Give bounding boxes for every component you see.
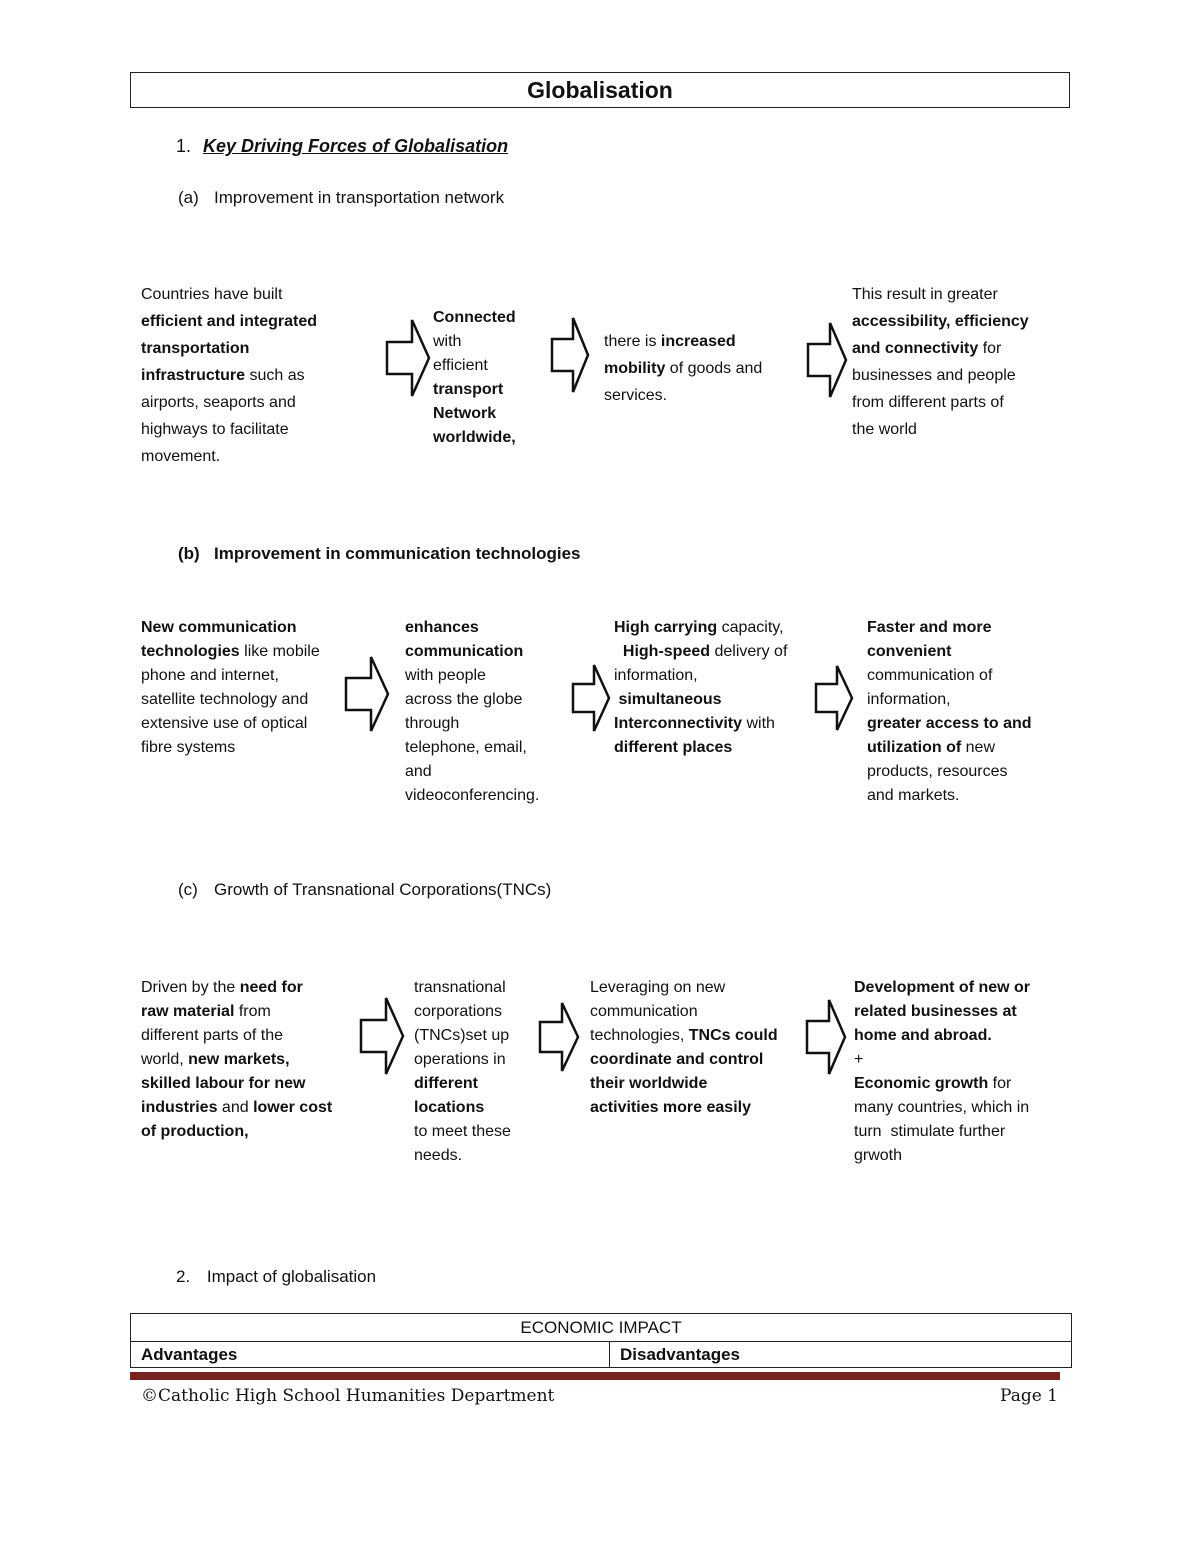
- a-box-1: Countries have built efficient and integrated transportation infrastructure such as airports, seaports and highways to facilitate movement.: [141, 286, 318, 465]
- subheading-a: [178, 188, 504, 208]
- arrow-right-icon: [358, 995, 406, 1077]
- table-row: [131, 1342, 1071, 1368]
- disadvantages-column-header: Disadvantages: [620, 1345, 740, 1364]
- b-box-1: New communication technologies like mobile phone and internet, satellite technology and extensive use of optical fibre systems: [141, 619, 320, 756]
- c-box-2: transnational corporations (TNCs)set up operations in different locations to meet these needs.: [414, 979, 511, 1164]
- section-1-heading: [176, 136, 508, 157]
- subheading-a-text: Improvement in transportation network: [214, 188, 505, 207]
- footer-page-number: Page 1: [1000, 1386, 1058, 1406]
- arrow-right-icon: [804, 997, 848, 1077]
- b-box-2: enhances communication with people across the globe through telephone, email, and videoconferencing.: [405, 619, 540, 804]
- table-header: ECONOMIC IMPACT: [131, 1314, 1071, 1342]
- footer-copyright: ©Catholic High School Humanities Department: [141, 1386, 555, 1406]
- subheading-c-mark: (c): [178, 880, 198, 899]
- c-box-4: Development of new or related businesses at home and abroad. + Economic growth for many countries, which in turn stimulate further grwoth: [854, 979, 1031, 1164]
- footer-divider: [130, 1372, 1060, 1380]
- arrow-right-icon: [384, 317, 432, 399]
- a-box-3: there is increased mobility of goods and services.: [604, 333, 763, 404]
- arrow-right-icon: [549, 315, 591, 395]
- b-box-3: High carrying capacity, High-speed delivery of information, simultaneous Interconnectivity with different places: [614, 619, 788, 756]
- arrow-right-icon: [570, 662, 612, 734]
- section-2-label: Impact of globalisation: [206, 1267, 377, 1286]
- subheading-b-text: Improvement in communication technologies: [214, 544, 581, 563]
- c-box-1: Driven by the need for raw material from different parts of the world, new markets, skilled labour for new industries and lower cost of production,: [141, 979, 333, 1140]
- subheading-a-mark: (a): [178, 188, 199, 207]
- page-title: Globalisation: [130, 72, 1070, 108]
- section-2-heading: [176, 1267, 376, 1287]
- subheading-c: [178, 880, 551, 900]
- advantages-column-header: Advantages: [131, 1342, 610, 1367]
- arrow-right-icon: [805, 320, 849, 400]
- arrow-right-icon: [537, 1000, 581, 1074]
- subheading-c-text: Growth of Transnational Corporations(TNCs): [214, 880, 552, 899]
- section-2-number: 2.: [176, 1267, 191, 1286]
- a-box-2: Connected with efficient transport Network worldwide,: [433, 309, 516, 446]
- subheading-b-mark: (b): [178, 544, 200, 563]
- a-box-4: This result in greater accessibility, efficiency and connectivity for businesses and people from different parts of the world: [852, 286, 1029, 438]
- b-box-4: Faster and more convenient communication of information, greater access to and utilization of new products, resources and markets.: [867, 619, 1032, 804]
- section-1-number: 1.: [176, 136, 192, 156]
- arrow-right-icon: [813, 663, 855, 733]
- c-box-3: Leveraging on new communication technologies, TNCs could coordinate and control their worldwide activities more easily: [590, 979, 778, 1116]
- economic-impact-table: [130, 1313, 1072, 1368]
- subheading-b: [178, 544, 581, 564]
- section-1-label: Key Driving Forces of Globalisation: [203, 136, 509, 156]
- arrow-right-icon: [343, 654, 391, 734]
